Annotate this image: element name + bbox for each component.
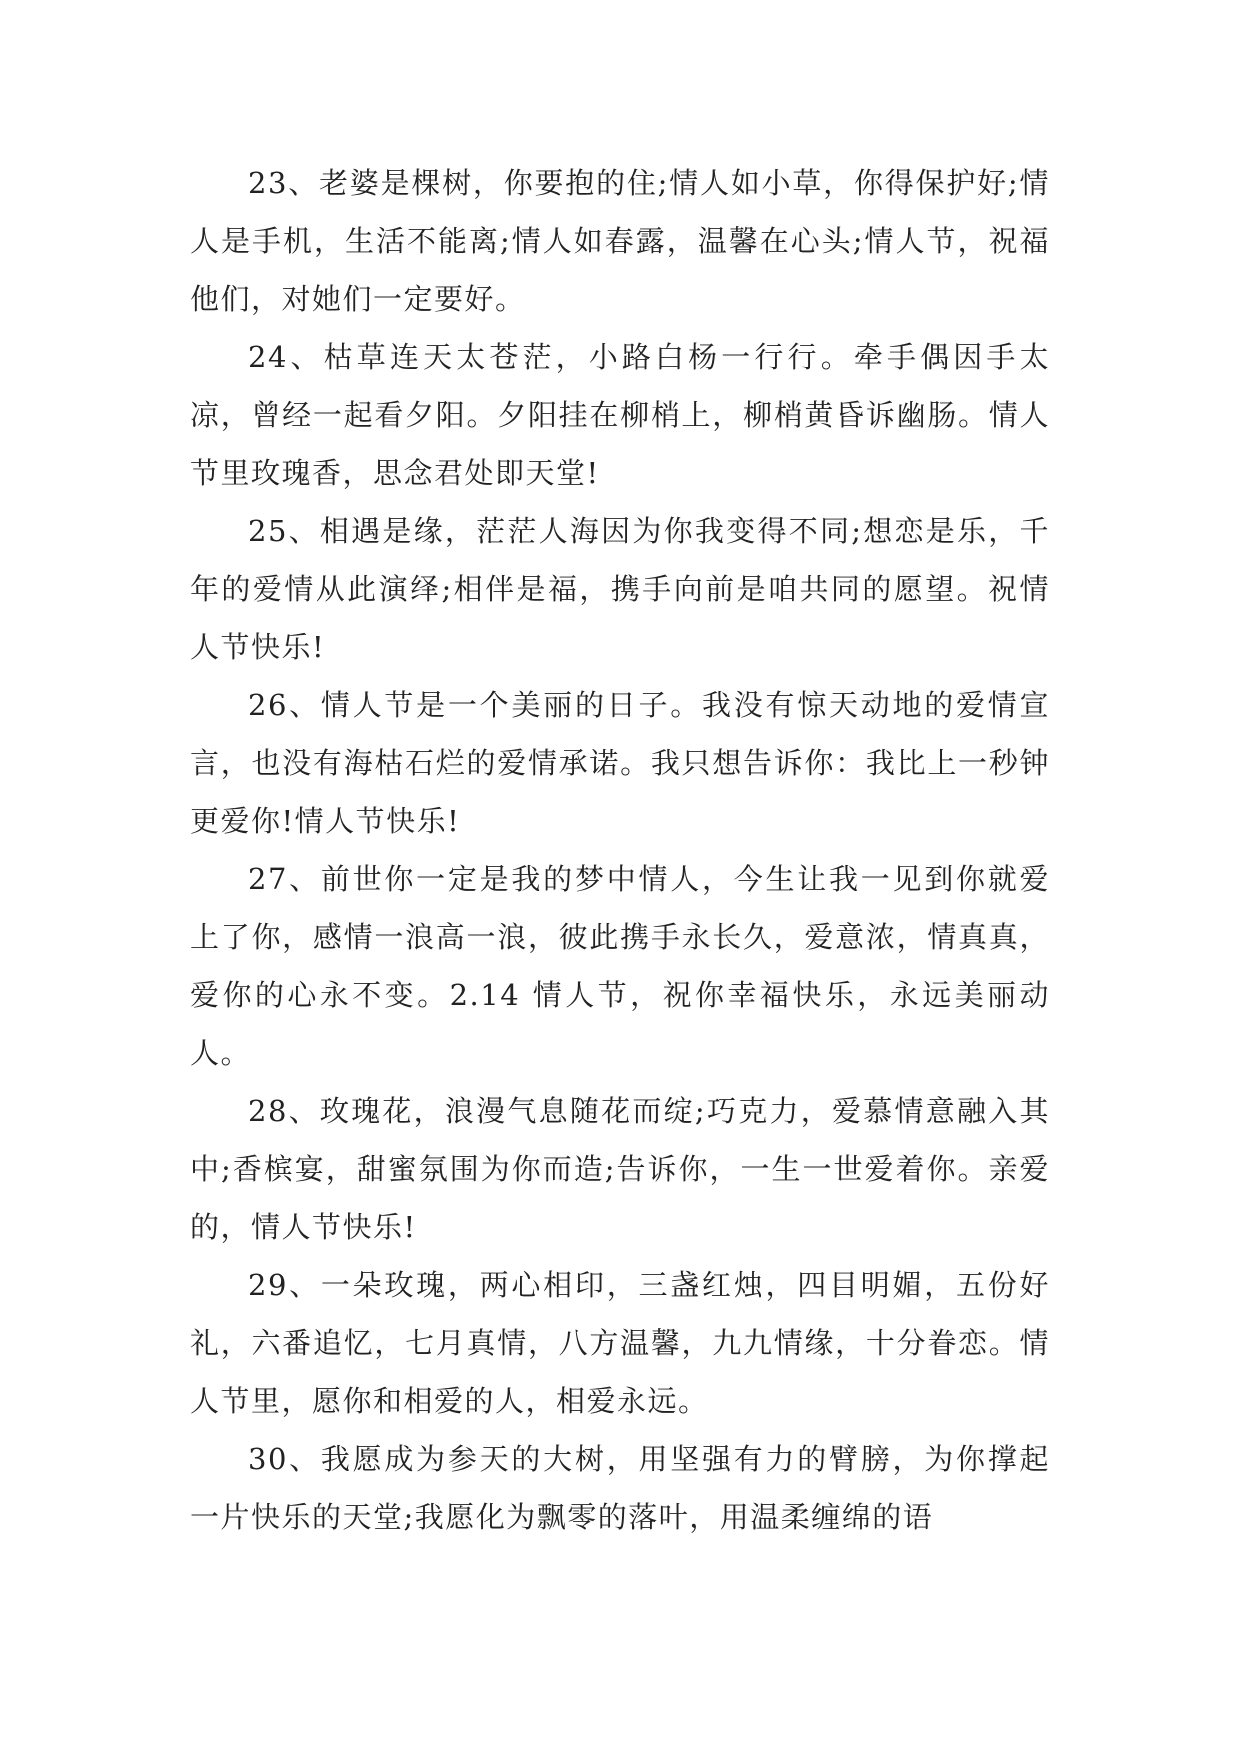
paragraph-27: 27、前世你一定是我的梦中情人，今生让我一见到你就爱上了你，感情一浪高一浪，彼此携手永长久，爱意浓，情真真，爱你的心永不变。2.14 情人节，祝你幸福快乐，永远美丽动人。 bbox=[190, 862, 1050, 1070]
paragraph-24: 24、枯草连天太苍茫，小路白杨一行行。牵手偶因手太凉，曾经一起看夕阳。夕阳挂在柳梢上，柳梢黄昏诉幽肠。情人节里玫瑰香，思念君处即天堂! bbox=[190, 340, 1050, 490]
paragraph-26: 26、情人节是一个美丽的日子。我没有惊天动地的爱情宣言，也没有海枯石烂的爱情承诺。我只想告诉你：我比上一秒钟更爱你!情人节快乐! bbox=[190, 688, 1050, 838]
paragraph-28: 28、玫瑰花，浪漫气息随花而绽;巧克力，爱慕情意融入其中;香槟宴，甜蜜氛围为你而造;告诉你，一生一世爱着你。亲爱的，情人节快乐! bbox=[190, 1094, 1050, 1244]
paragraph-23: 23、老婆是棵树，你要抱的住;情人如小草，你得保护好;情人是手机，生活不能离;情人如春露，温馨在心头;情人节，祝福他们，对她们一定要好。 bbox=[190, 166, 1050, 316]
paragraph-30: 30、我愿成为参天的大树，用坚强有力的臂膀，为你撑起一片快乐的天堂;我愿化为飘零的落叶，用温柔缠绵的语 bbox=[190, 1442, 1050, 1534]
paragraph-25: 25、相遇是缘，茫茫人海因为你我变得不同;想恋是乐，千年的爱情从此演绎;相伴是福，携手向前是咱共同的愿望。祝情人节快乐! bbox=[190, 514, 1050, 664]
paragraph-29: 29、一朵玫瑰，两心相印，三盏红烛，四目明媚，五份好礼，六番追忆，七月真情，八方温馨，九九情缘，十分眷恋。情人节里，愿你和相爱的人，相爱永远。 bbox=[190, 1268, 1050, 1418]
document-body bbox=[190, 154, 1050, 1546]
